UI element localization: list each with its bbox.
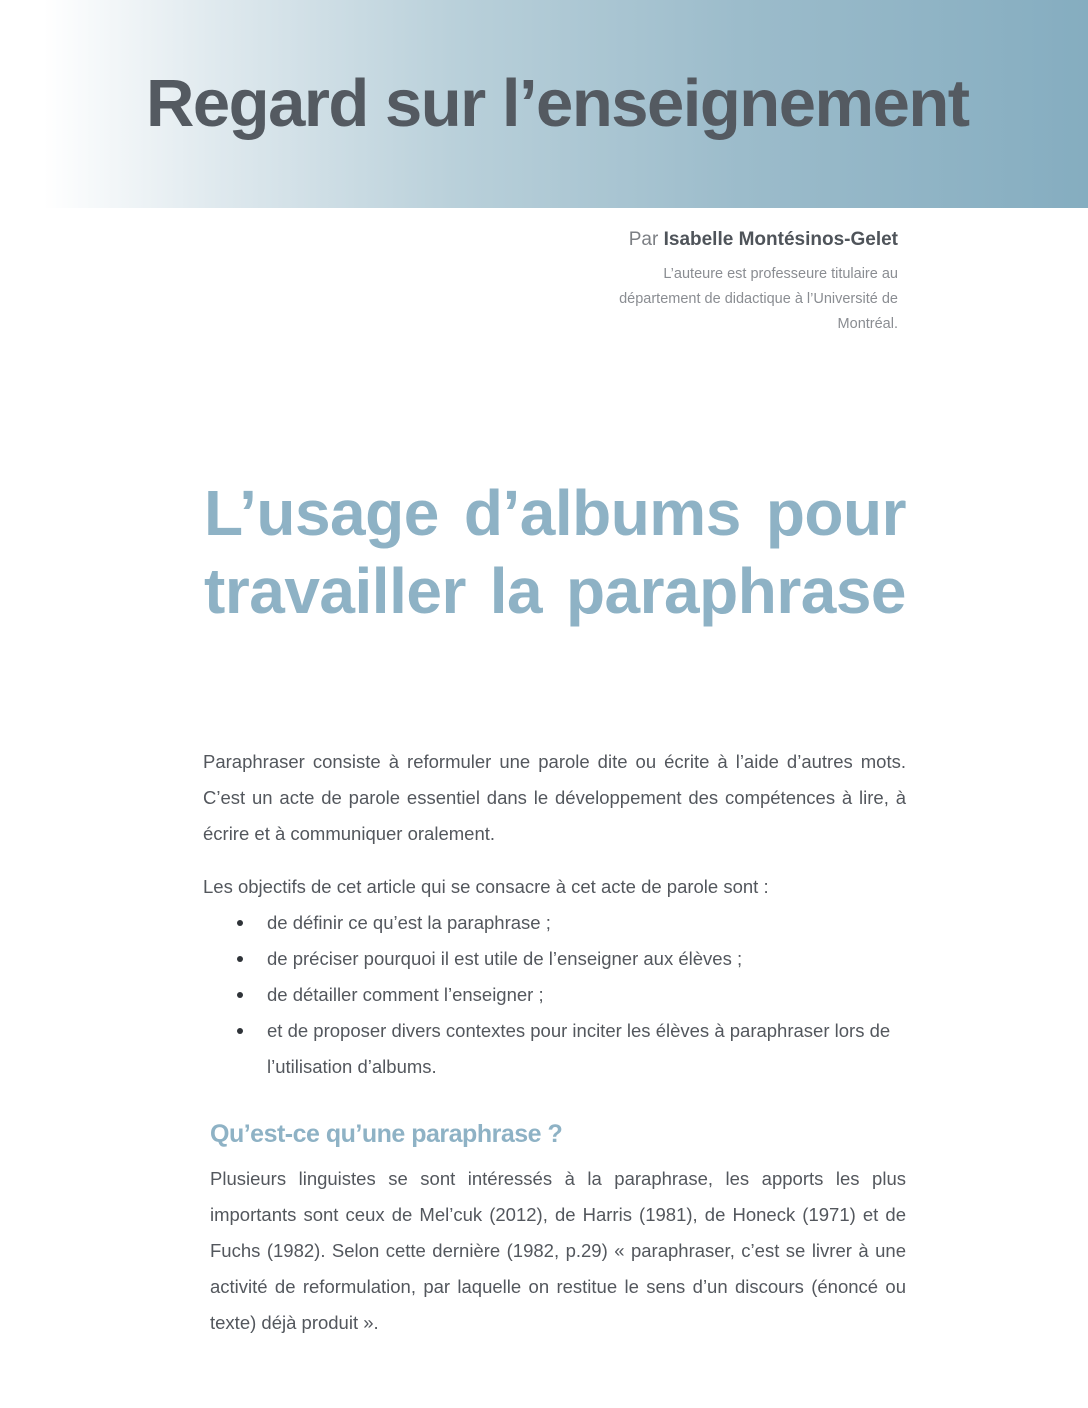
section-heading: Qu’est-ce qu’une paraphrase ? <box>210 1120 563 1148</box>
author-name: Isabelle Montésinos-Gelet <box>663 229 898 250</box>
author-note <box>478 262 898 337</box>
list-item-text: de définir ce qu’est la paraphrase ; <box>267 912 551 933</box>
byline <box>478 226 898 337</box>
header-band <box>0 0 1088 208</box>
bullet-icon <box>237 1028 243 1034</box>
byline-author <box>478 226 898 254</box>
list-item-text: de détailler comment l’enseigner ; <box>267 984 544 1005</box>
section-title: Regard sur l’enseignement <box>146 66 969 141</box>
article-title-line: travailler la paraphrase <box>204 555 906 627</box>
bullet-icon <box>237 956 243 962</box>
objectives-list <box>203 905 906 1085</box>
section-paragraph: Plusieurs linguistes se sont intéressés à la paraphrase, les apports les plus importants sont ceux de Mel’cuk (2012), de Harris (1981), de Honeck (1971) et de Fuchs (1982). Selon cette dernière (1982, p.29) « paraphraser, c’est se livrer à une activité de reformulation, par laquelle on restitue le sens d’un discours (énoncé ou texte) déjà produit ». <box>210 1168 906 1333</box>
list-item <box>203 941 906 977</box>
byline-prefix: Par <box>628 229 659 250</box>
objectives-block <box>203 869 906 1085</box>
bullet-icon <box>237 992 243 998</box>
list-item-text: et de proposer divers contextes pour inciter les élèves à paraphraser lors de l’utilisation d’albums. <box>267 1020 891 1077</box>
bullet-icon <box>237 920 243 926</box>
list-item-text: de préciser pourquoi il est utile de l’enseigner aux élèves ; <box>267 948 743 969</box>
objectives-intro: Les objectifs de cet article qui se consacre à cet acte de parole sont : <box>203 876 769 897</box>
list-item <box>203 905 906 941</box>
list-item <box>203 977 906 1013</box>
author-note-line: L’auteure est professeure titulaire au <box>663 266 898 282</box>
list-item <box>203 1013 906 1085</box>
author-note-line: Montréal. <box>837 316 898 332</box>
author-note-line: département de didactique à l’Université de <box>619 291 898 307</box>
article-title <box>204 474 906 630</box>
intro-paragraph: Paraphraser consiste à reformuler une parole dite ou écrite à l’aide d’autres mots. C’est un acte de parole essentiel dans le développement des compétences à lire, à écrire et à communiquer oralement. <box>203 751 906 844</box>
article-title-line: L’usage d’albums pour <box>204 477 906 549</box>
